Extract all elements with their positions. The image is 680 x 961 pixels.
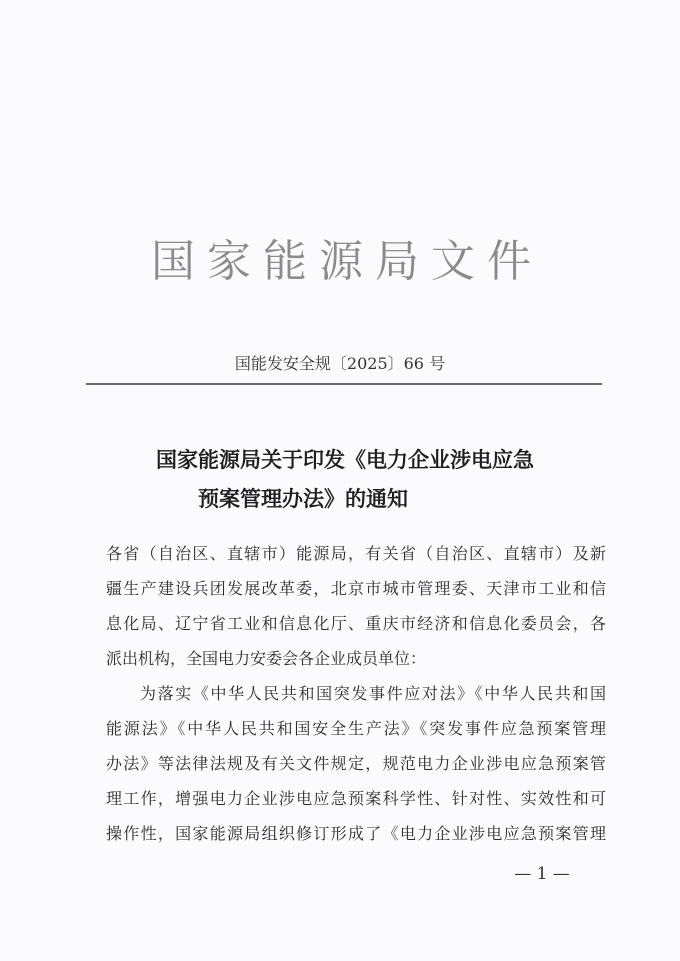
notice-title-line-2: 预案管理办法》的通知 xyxy=(198,486,408,511)
addressee-line: 各省（自治区、直辖市）能源局，有关省（自治区、直辖市）及新 xyxy=(106,544,606,563)
header-divider xyxy=(86,383,602,385)
addressee-line: 派出机构，全国电力安委会各企业成员单位： xyxy=(106,649,427,668)
paragraph-line: 办法》等法律法规及有关文件规定，规范电力企业涉电应急预案管 xyxy=(106,754,606,773)
notice-title-line-1: 国家能源局关于印发《电力企业涉电应急 xyxy=(156,447,534,472)
issuer-header-title: 国家能源局文件 xyxy=(151,236,543,287)
addressee-line: 息化局、辽宁省工业和信息化厅、重庆市经济和信息化委员会，各 xyxy=(106,614,606,633)
paragraph-line: 操作性，国家能源局组织修订形成了《电力企业涉电应急预案管理 xyxy=(106,824,606,843)
paragraph-line: 能源法》《中华人民共和国安全生产法》《突发事件应急预案管理 xyxy=(106,719,606,738)
paragraph-line: 为落实《中华人民共和国突发事件应对法》《中华人民共和国 xyxy=(140,684,606,703)
paragraph-line: 理工作，增强电力企业涉电应急预案科学性、针对性、实效性和可 xyxy=(106,789,606,808)
page-number: — 1 — xyxy=(514,864,570,884)
addressee-line: 疆生产建设兵团发展改革委，北京市城市管理委、天津市工业和信 xyxy=(106,579,606,598)
document-number: 国能发安全规〔2025〕66 号 xyxy=(234,354,446,373)
